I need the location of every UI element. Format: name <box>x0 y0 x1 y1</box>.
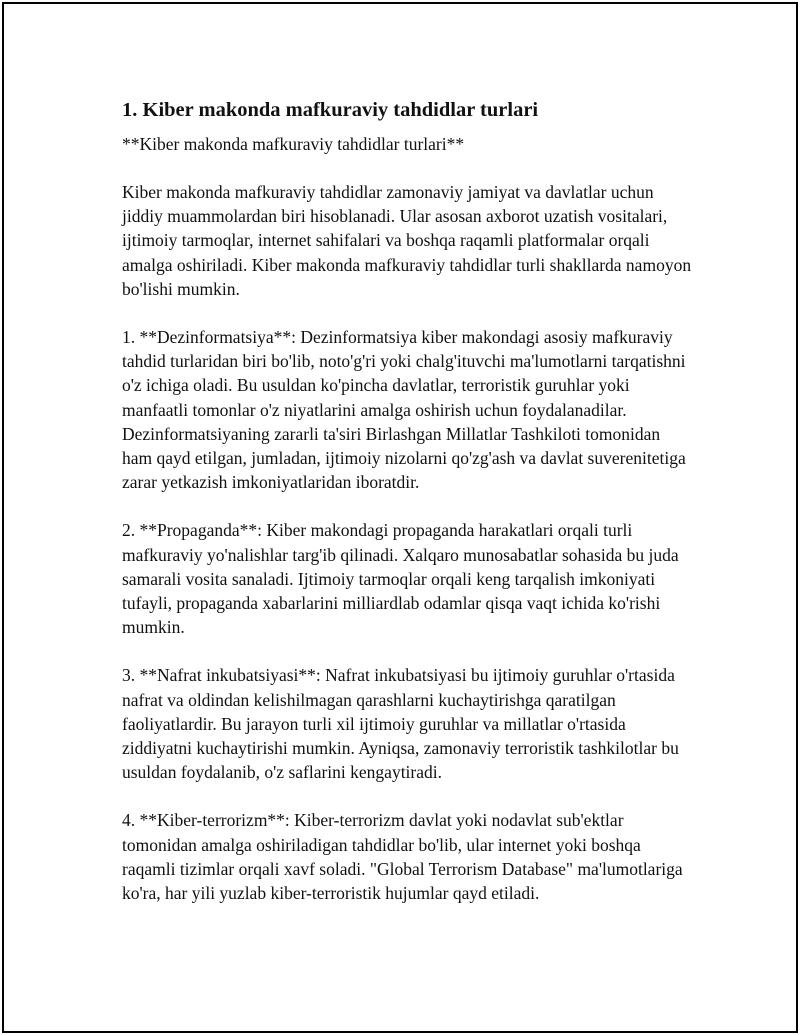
page-frame <box>2 2 798 1033</box>
document-title: 1. Kiber makonda mafkuraviy tahdidlar turlari <box>122 99 539 121</box>
paragraph-dezinformatsiya: 1. **Dezinformatsiya**: Dezinformatsiya kiber makondagi asosiy mafkuraviy tahdid turlaridan biri bo'lib, noto'g'ri yoki chalg'ituvchi ma'lumotlarni tarqatishni o'z ichiga oladi. Bu usuldan ko'pincha davlatlar, terroristik guruhlar yoki manfaatli tomonlar o'z niyatlarini amalga oshirish uchun foydalanadilar. Dezinformatsiyaning zararli ta'siri Birlashgan Millatlar Tashkiloti tomonidan ham qayd etilgan, jumladan, ijtimoiy nizolarni qo'zg'ash va davlat suverenitetiga zarar yetkazish imkoniyatlaridan iboratdir. <box>122 327 686 493</box>
intro-paragraph: Kiber makonda mafkuraviy tahdidlar zamonaviy jamiyat va davlatlar uchun jiddiy muammolardan biri hisoblanadi. Ular asosan axborot uzatish vositalari, ijtimoiy tarmoqlar, internet sahifalari va boshqa raqamli platformalar orqali amalga oshiriladi. Kiber makonda mafkuraviy tahdidlar turli shakllarda namoyon bo'lishi mumkin. <box>122 182 692 299</box>
paragraph-nafrat-inkubatsiyasi: 3. **Nafrat inkubatsiyasi**: Nafrat inkubatsiyasi bu ijtimoiy guruhlar o'rtasida nafrat va oldindan kelishilmagan qarashlarni kuchaytirishga qaratilgan faoliyatlardir. Bu jarayon turli xil ijtimoiy guruhlar va millatlar o'rtasida ziddiyatni kuchaytirishi mumkin. Ayniqsa, zamonaviy terroristik tashkilotlar bu usuldan foydalanib, o'z saflarini kengaytiradi. <box>122 665 679 783</box>
paragraph-propaganda: 2. **Propaganda**: Kiber makondagi propaganda harakatlari orqali turli mafkuraviy yo'nalishlar targ'ib qilinadi. Xalqaro munosabatlar sohasida bu juda samarali vosita sanaladi. Ijtimoiy tarmoqlar orqali keng tarqalish imkoniyati tufayli, propaganda xabarlarini milliardlab odamlar qisqa vaqt ichida ko'rishi mumkin. <box>122 520 679 638</box>
document-body <box>122 96 694 905</box>
document-subtitle: **Kiber makonda mafkuraviy tahdidlar turlari** <box>122 134 465 154</box>
paragraph-kiber-terrorizm: 4. **Kiber-terrorizm**: Kiber-terrorizm davlat yoki nodavlat sub'ektlar tomonidan amalga oshiriladigan tahdidlar bo'lib, ular internet yoki boshqa raqamli tizimlar orqali xavf soladi. "Global Terrorism Database" ma'lumotlariga ko'ra, har yili yuzlab kiber-terroristik hujumlar qayd etiladi. <box>122 810 683 904</box>
